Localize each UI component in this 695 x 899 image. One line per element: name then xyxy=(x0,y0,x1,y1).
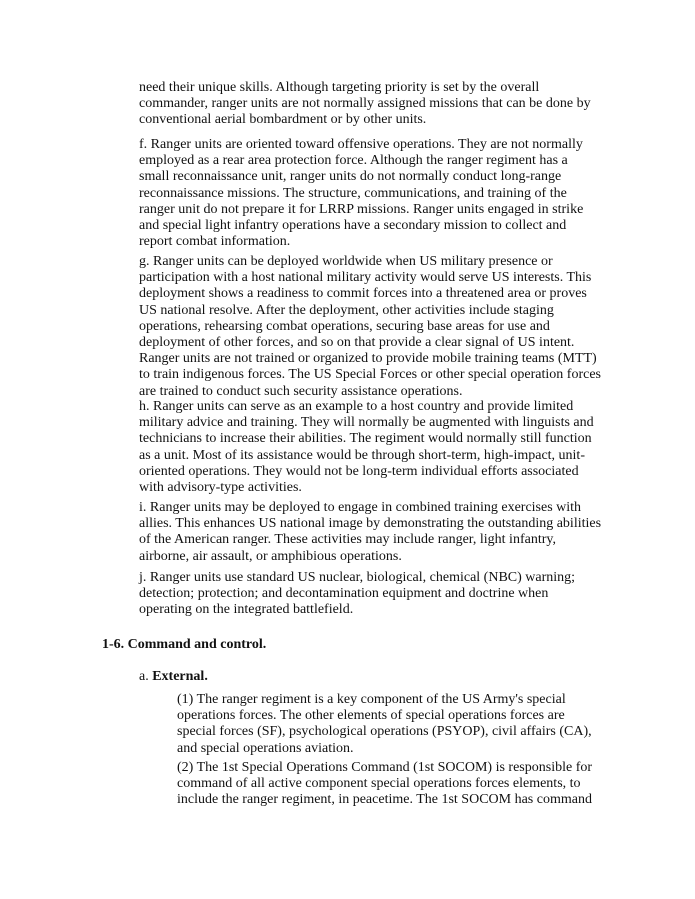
text-line: reconnaissance missions. The structure, communications, and training of the xyxy=(139,185,567,201)
item-2 xyxy=(177,760,592,809)
text-line: conventional aerial bombardment or by other units. xyxy=(139,112,427,128)
text-line: special forces (SF), psychological operations (PSYOP), civil affairs (CA), xyxy=(177,724,592,740)
text-line: with advisory-type activities. xyxy=(139,480,302,496)
text-line: small reconnaissance unit, ranger units do not normally conduct long-range xyxy=(139,169,562,185)
text-line: military advice and training. They will normally be augmented with linguists and xyxy=(139,415,594,431)
subsection-title: External. xyxy=(152,669,208,684)
text-line: operations, rehearsing combat operations, securing base areas for use and xyxy=(139,318,550,334)
paragraph-i xyxy=(139,500,601,565)
text-line: h. Ranger units can serve as an example to a host country and provide limited xyxy=(139,399,574,414)
section-heading: 1-6. Command and control. xyxy=(102,637,267,652)
text-line: deployment shows a readiness to commit forces into a threatened area or proves xyxy=(139,286,587,302)
text-line: (1) The ranger regiment is a key component of the US Army's special xyxy=(177,692,566,707)
text-line: US national resolve. After the deployment, other activities include staging xyxy=(139,302,554,318)
text-line: Ranger units are not trained or organized to provide mobile training teams (MTT) xyxy=(139,351,597,367)
text-line: g. Ranger units can be deployed worldwide when US military presence or xyxy=(139,254,553,269)
text-line: command of all active component special operations forces elements, to xyxy=(177,776,581,792)
item-1 xyxy=(177,692,592,757)
text-line: need their unique skills. Although targeting priority is set by the overall xyxy=(139,80,540,95)
text-line: as a unit. Most of its assistance would be through short-term, high-impact, unit- xyxy=(139,447,585,463)
text-line: operations forces. The other elements of special operations forces are xyxy=(177,708,565,724)
text-line: j. Ranger units use standard US nuclear, biological, chemical (NBC) warning; xyxy=(139,570,576,585)
paragraph-g xyxy=(139,254,601,400)
text-line: report combat information. xyxy=(139,234,291,250)
text-line: are trained to conduct such security assistance operations. xyxy=(139,383,463,399)
text-line: and special light infantry operations have a secondary mission to collect and xyxy=(139,218,567,234)
subsection-a-heading xyxy=(139,669,208,685)
subsection-prefix: a. xyxy=(139,669,153,684)
text-line: detection; protection; and decontamination equipment and doctrine when xyxy=(139,586,549,602)
text-line: f. Ranger units are oriented toward offensive operations. They are not normally xyxy=(139,137,583,152)
text-line: airborne, air assault, or amphibious operations. xyxy=(139,548,402,564)
text-line: include the ranger regiment, in peacetime. The 1st SOCOM has command xyxy=(177,792,592,808)
text-line: participation with a host national military activity would serve US interests. This xyxy=(139,270,592,286)
text-line: employed as a rear area protection force. Although the ranger regiment has a xyxy=(139,153,568,169)
text-line: ranger unit do not prepare it for LRRP missions. Ranger units engaged in strike xyxy=(139,201,584,217)
paragraph-h xyxy=(139,399,594,496)
text-line: to train indigenous forces. The US Special Forces or other special operation forces xyxy=(139,367,601,383)
text-line: (2) The 1st Special Operations Command (1st SOCOM) is responsible for xyxy=(177,760,593,775)
text-line: and special operations aviation. xyxy=(177,740,354,756)
text-line: allies. This enhances US national image by demonstrating the outstanding abilities xyxy=(139,516,602,532)
paragraph-e-continued xyxy=(139,80,591,129)
text-line: commander, ranger units are not normally assigned missions that can be done by xyxy=(139,96,591,112)
text-line: of the American ranger. These activities may include ranger, light infantry, xyxy=(139,532,556,548)
text-line: technicians to increase their abilities. The regiment would normally still function xyxy=(139,431,592,447)
text-line: operating on the integrated battlefield. xyxy=(139,602,354,618)
paragraph-f xyxy=(139,137,583,250)
text-line: oriented operations. They would not be long-term individual efforts associated xyxy=(139,463,579,479)
paragraph-j xyxy=(139,570,575,619)
text-line: deployment of other forces, and so on that provide a clear signal of US intent. xyxy=(139,335,575,351)
text-line: i. Ranger units may be deployed to engage in combined training exercises with xyxy=(139,500,582,515)
